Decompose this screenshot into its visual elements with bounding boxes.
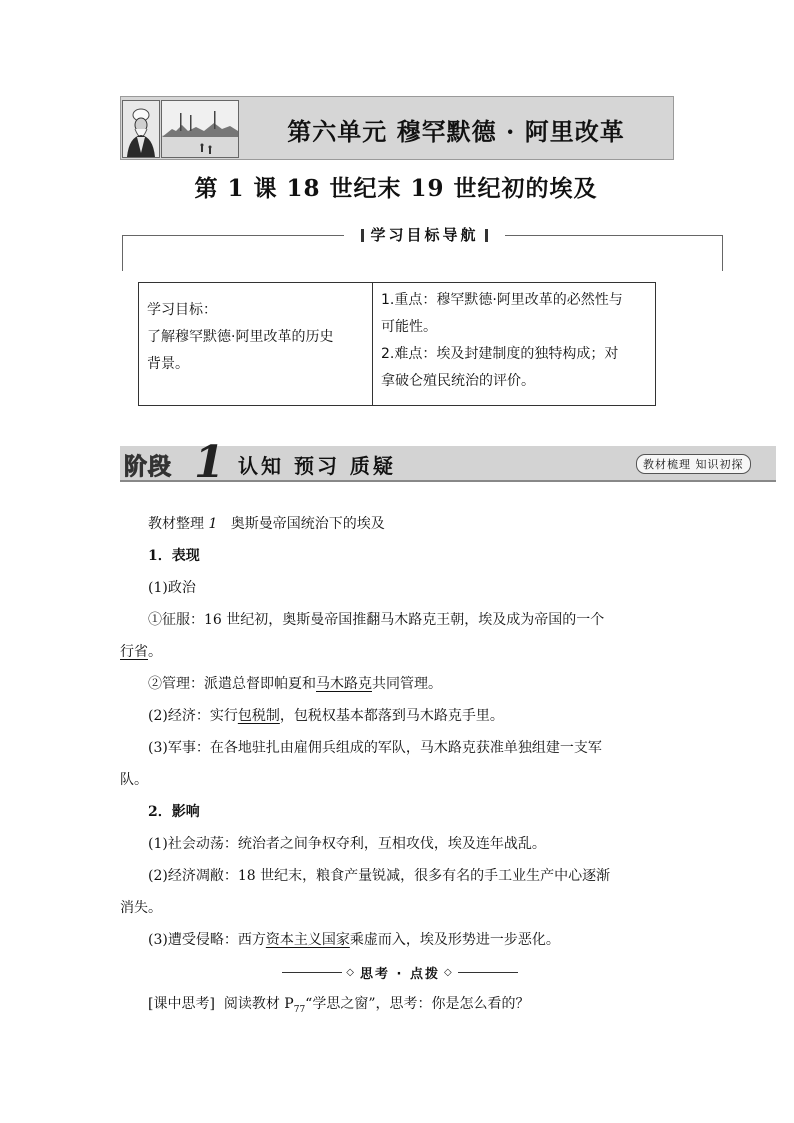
paragraph-text: 乘虚而入，埃及形势进一步恶化。 [349,932,560,948]
paragraph: (2)经济凋敝：18 世纪末，粮食产量锐减，很多有名的手工业生产中心逐渐 [148,868,611,884]
paragraph: 队。 [120,772,148,788]
difficulty-line: 2.难点：埃及封建制度的独特构成；对 [381,346,619,362]
paragraph [120,924,680,956]
section-heading [120,508,680,540]
question [120,988,680,1020]
unit-title: 第六单元 穆罕默德 · 阿里改革 [287,116,625,146]
paragraph: (1)社会动荡：统治者之间争权夺利，互相攻伐，埃及连年战乱。 [148,836,546,852]
paragraph-text: ，包税权基本都落到马木路克手里。 [279,708,504,724]
subsection-heading: 2．影响 [148,804,200,820]
diamond-icon: ◇ [346,966,356,978]
heading-number: 1 [208,516,218,532]
goal-label: 学习目标： [147,302,217,318]
goal-nav-caption [344,224,505,245]
think-title: 思考 · 点拨 [360,966,440,982]
stage-tag: 教材梳理 知识初探 [636,454,751,474]
paragraph-text: (3)遭受侵略：西方 [148,932,266,948]
stage-title: 认知 预习 质疑 [238,454,396,478]
goal-nav-caption-text: 学习目标导航 [370,226,479,244]
goal-table-left-cell [139,283,373,405]
paragraph-text: (2)经济：实行 [148,708,238,724]
caption-bar-icon [361,229,364,242]
paragraph [120,636,680,668]
answer-blank: 资本主义国家 [265,932,350,948]
lesson-body [120,508,680,1020]
think-divider [120,956,680,988]
question-text: 阅读教材 P [223,996,294,1012]
paragraph [120,668,680,700]
paragraph [120,700,680,732]
answer-blank: 行省 [120,644,148,660]
nav-divider-right [505,235,723,236]
page-subscript: 77 [293,1004,306,1015]
subsection-heading: 1．表现 [148,548,200,564]
answer-blank: 马木路克 [316,676,372,692]
heading-text: 奥斯曼帝国统治下的埃及 [230,516,385,532]
paragraph-text: 。 [148,644,162,660]
divider-line [458,972,518,973]
nav-divider-left [122,235,344,236]
stage-word: 阶段 [124,454,172,480]
heading-label: 教材整理 [148,516,204,532]
landscape-image [161,100,239,158]
paragraph-text: 共同管理。 [372,676,442,692]
caption-bar-icon [485,229,488,242]
nav-bracket-left [122,235,123,271]
goal-table-right-cell [373,283,655,405]
lesson-title: 第 1 课 18 世纪末 19 世纪初的埃及 [194,175,598,202]
question-label: [课中思考] [148,996,215,1012]
paragraph-text: ②管理：派遣总督即帕夏和 [148,676,316,692]
question-text: “学思之窗”，思考：你是怎么看的？ [305,996,530,1012]
divider-line [282,972,342,973]
diamond-icon: ◇ [444,966,454,978]
goal-table [138,282,656,406]
nav-bracket-right [722,235,723,271]
key-point-line: 可能性。 [381,319,437,335]
goal-text-line: 背景。 [147,356,189,372]
paragraph: (3)军事：在各地驻扎由雇佣兵组成的军队，马木路克获准单独组建一支军 [148,740,602,756]
stage-number: 1 [194,437,225,488]
paragraph: 消失。 [120,900,162,916]
portrait-image [122,100,160,158]
goal-text-line: 了解穆罕默德·阿里改革的历史 [147,329,334,345]
difficulty-line: 拿破仑殖民统治的评价。 [381,373,535,389]
key-point-line: 1.重点：穆罕默德·阿里改革的必然性与 [381,292,623,308]
paragraph: ①征服：16 世纪初，奥斯曼帝国推翻马木路克王朝，埃及成为帝国的一个 [148,612,605,628]
answer-blank: 包税制 [237,708,280,724]
paragraph: (1)政治 [148,580,196,596]
